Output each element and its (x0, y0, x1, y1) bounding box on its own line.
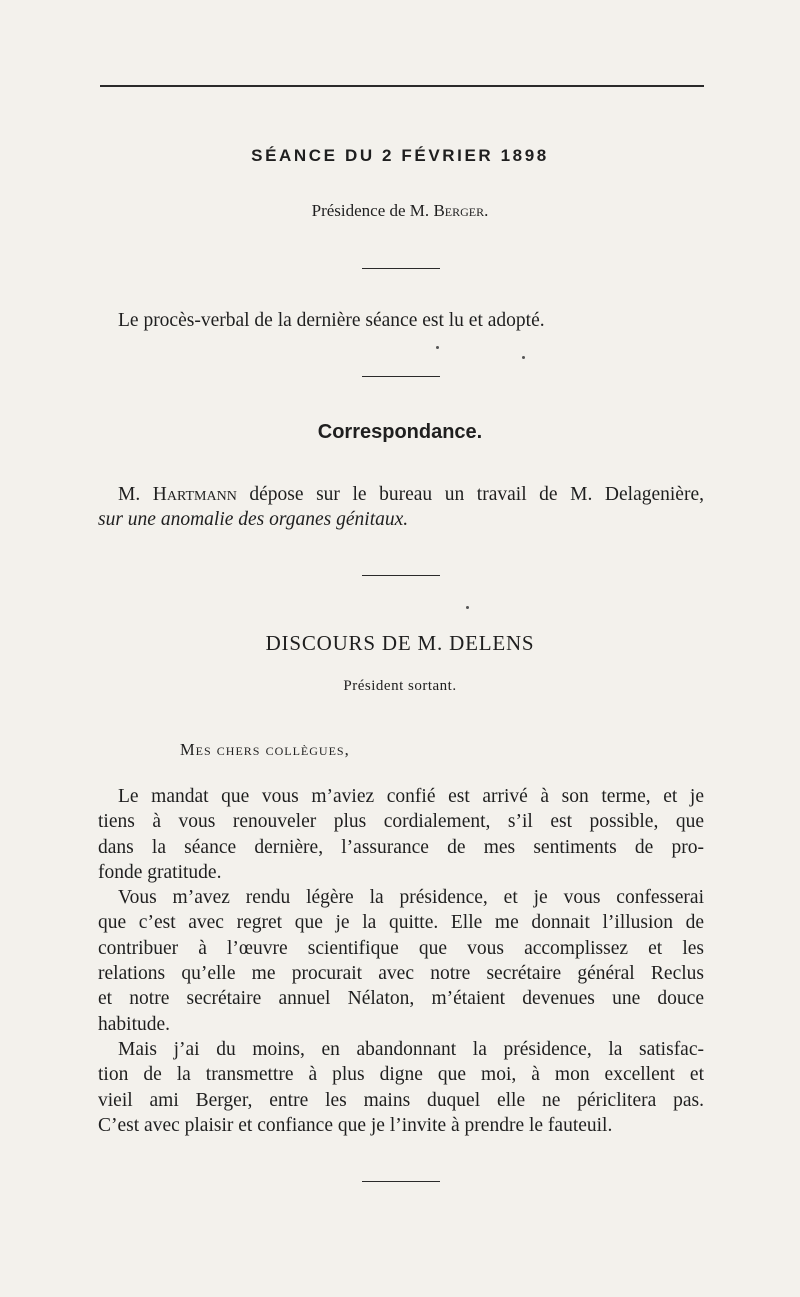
text-line: tiens à vous renouveler plus cordialement, s’il est possible, que (98, 811, 704, 833)
text-line: contribuer à l’œuvre scientifique que vous accomplissez et les (98, 937, 704, 959)
text-line: que c’est avec regret que je la quitte. Elle me donnait l’illusion de (98, 912, 704, 934)
paragraph (98, 1037, 704, 1138)
text-line: C’est avec plaisir et confiance que je l’invite à prendre le fauteuil. (98, 1114, 613, 1136)
salutation: Mes chers collègues, (180, 740, 350, 759)
text-line: et notre secrétaire annuel Nélaton, m’étaient devenues une douce (98, 988, 704, 1010)
correspondance-line-2: sur une anomalie des organes génitaux. (98, 509, 409, 530)
text-line: Vous m’avez rendu légère la présidence, et je vous confesserai (118, 887, 704, 909)
text-line: habitude. (98, 1013, 171, 1035)
paragraph (98, 784, 704, 885)
correspondance-rest: dépose sur le bureau un travail de M. Delagenière, (236, 484, 704, 505)
proces-verbal-text: Le procès-verbal de la dernière séance est lu et adopté. (118, 310, 545, 331)
print-speck (522, 356, 525, 359)
presidence-name: Berger (433, 201, 485, 220)
discours-title: DISCOURS DE M. DELENS (265, 631, 535, 655)
correspondance-name: Hartmann (152, 484, 237, 505)
section-divider (362, 268, 440, 269)
discours-body (98, 784, 704, 1138)
text-line: Le mandat que vous m’aviez confié est arrivé à son terme, et je (118, 786, 704, 807)
text-line: fonde gratitude. (98, 861, 222, 883)
correspondance-prefix: M. (118, 484, 153, 505)
print-speck (436, 346, 439, 349)
correspondance-heading: Correspondance. (317, 421, 483, 443)
presidence-prefix: Présidence de M. (311, 201, 434, 220)
text-line: relations qu’elle me procurait avec notre secrétaire général Reclus (98, 963, 704, 985)
correspondance-line-1 (118, 480, 704, 509)
section-divider (362, 575, 440, 576)
discours-subtitle: Président sortant. (343, 678, 457, 694)
text-line: vieil ami Berger, entre les mains duquel elle ne périclitera pas. (98, 1089, 704, 1111)
section-divider (362, 1181, 440, 1182)
section-divider (362, 376, 440, 377)
paragraph (98, 885, 704, 1037)
text-line: tion de la transmettre à plus digne que moi, à mon excellent et (98, 1064, 704, 1086)
presidence-line (0, 201, 800, 221)
seance-title: SÉANCE DU 2 FÉVRIER 1898 (251, 146, 549, 165)
header-rule (100, 85, 704, 87)
print-speck (466, 606, 469, 609)
text-line: Mais j’ai du moins, en abandonnant la présidence, la satisfac- (118, 1038, 704, 1060)
presidence-suffix: . (484, 201, 489, 220)
text-line: dans la séance dernière, l’assurance de mes sentiments de pro- (98, 836, 704, 858)
